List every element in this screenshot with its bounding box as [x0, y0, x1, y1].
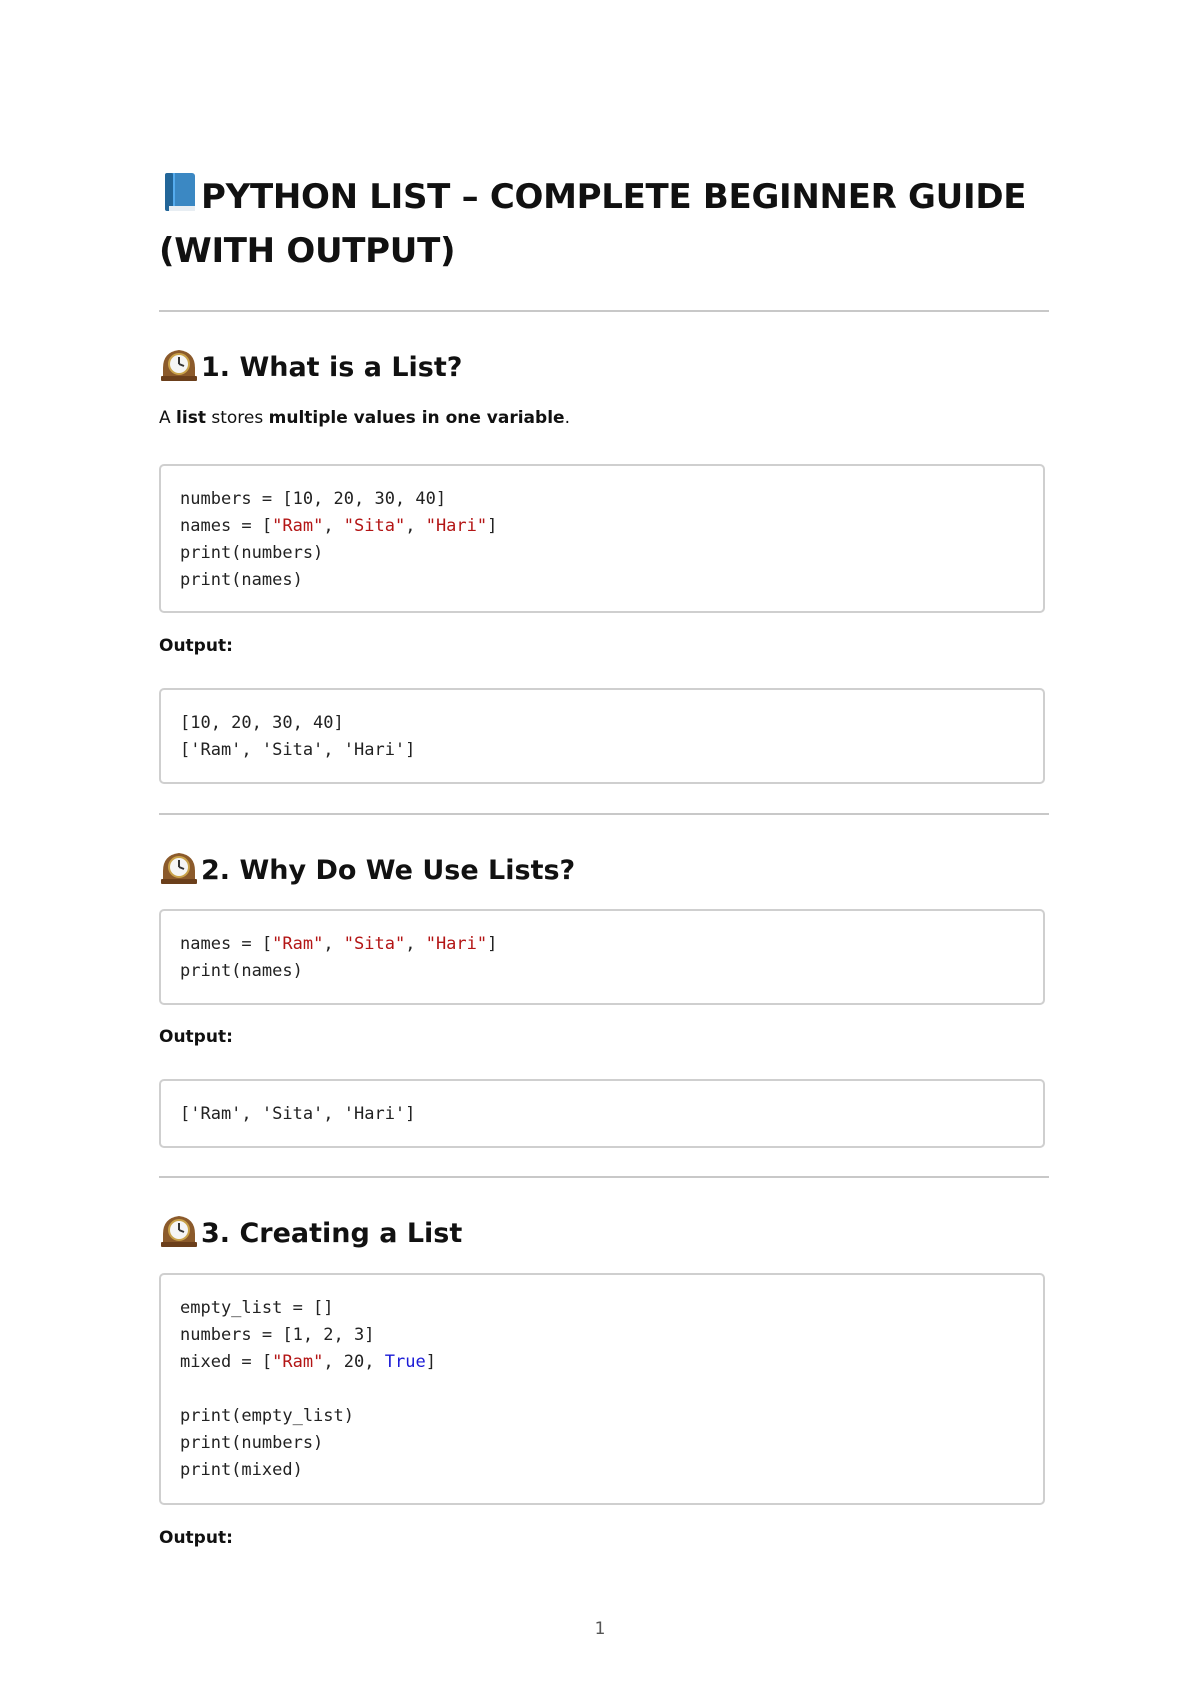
mantelpiece-clock-icon	[159, 346, 199, 382]
output-line: ['Ram', 'Sita', 'Hari']	[180, 740, 416, 760]
section-1-intro	[159, 406, 570, 430]
intro-bold-list: list	[176, 408, 206, 428]
section-3-heading-text: 3. Creating a List	[201, 1218, 463, 1249]
output-label: Output:	[159, 1528, 233, 1548]
code-line: numbers = [10, 20, 30, 40]	[180, 489, 447, 509]
output-block[interactable]	[159, 1079, 1045, 1148]
output-label: Output:	[159, 636, 233, 656]
intro-bold-phrase: multiple values in one variable	[268, 408, 565, 428]
blue-book-icon	[159, 170, 199, 214]
output-line: ['Ram', 'Sita', 'Hari']	[180, 1104, 416, 1124]
string-literal: "Ram"	[272, 516, 324, 536]
string-literal: "Sita"	[343, 516, 406, 536]
code-block[interactable]	[159, 464, 1045, 613]
string-literal: "Sita"	[343, 934, 406, 954]
code-line: print(numbers)	[180, 543, 324, 563]
section-2-heading	[159, 849, 575, 889]
code-line	[180, 1376, 1043, 1403]
page-number: 1	[594, 1619, 606, 1639]
divider	[159, 1176, 1049, 1178]
code-line: print(names)	[180, 961, 303, 981]
output-line: [10, 20, 30, 40]	[180, 713, 344, 733]
code-line: empty_list = []	[180, 1298, 334, 1318]
string-literal: "Ram"	[272, 934, 324, 954]
code-line: print(empty_list)	[180, 1406, 354, 1426]
section-3-heading	[159, 1212, 462, 1252]
string-literal: "Hari"	[425, 934, 488, 954]
mantelpiece-clock-icon	[159, 849, 199, 885]
code-block[interactable]	[159, 909, 1045, 1005]
string-literal: "Ram"	[272, 1352, 324, 1372]
section-1-heading	[159, 346, 462, 386]
mantelpiece-clock-icon	[159, 1212, 199, 1248]
intro-text: A	[159, 408, 177, 428]
code-line: print(mixed)	[180, 1460, 303, 1480]
divider	[159, 813, 1049, 815]
code-line-highlighted: mixed = ["Ram", 20, True]	[180, 1352, 436, 1372]
document-title-text: PYTHON LIST – COMPLETE BEGINNER GUIDE (WITH OUTPUT)	[159, 177, 1027, 271]
code-line: print(numbers)	[180, 1433, 324, 1453]
keyword-literal: True	[384, 1352, 426, 1372]
code-line-highlighted: names = ["Ram", "Sita", "Hari"]	[180, 516, 498, 536]
document-title	[159, 170, 1059, 278]
output-label: Output:	[159, 1027, 233, 1047]
section-2-heading-text: 2. Why Do We Use Lists?	[201, 855, 576, 886]
string-literal: "Hari"	[425, 516, 488, 536]
code-line: print(names)	[180, 570, 303, 590]
code-line: numbers = [1, 2, 3]	[180, 1325, 375, 1345]
section-1-heading-text: 1. What is a List?	[201, 352, 463, 383]
output-block[interactable]	[159, 688, 1045, 784]
intro-text: stores	[205, 408, 269, 428]
intro-text: .	[564, 408, 570, 428]
code-block[interactable]	[159, 1273, 1045, 1505]
code-line-highlighted: names = ["Ram", "Sita", "Hari"]	[180, 934, 498, 954]
divider	[159, 310, 1049, 312]
